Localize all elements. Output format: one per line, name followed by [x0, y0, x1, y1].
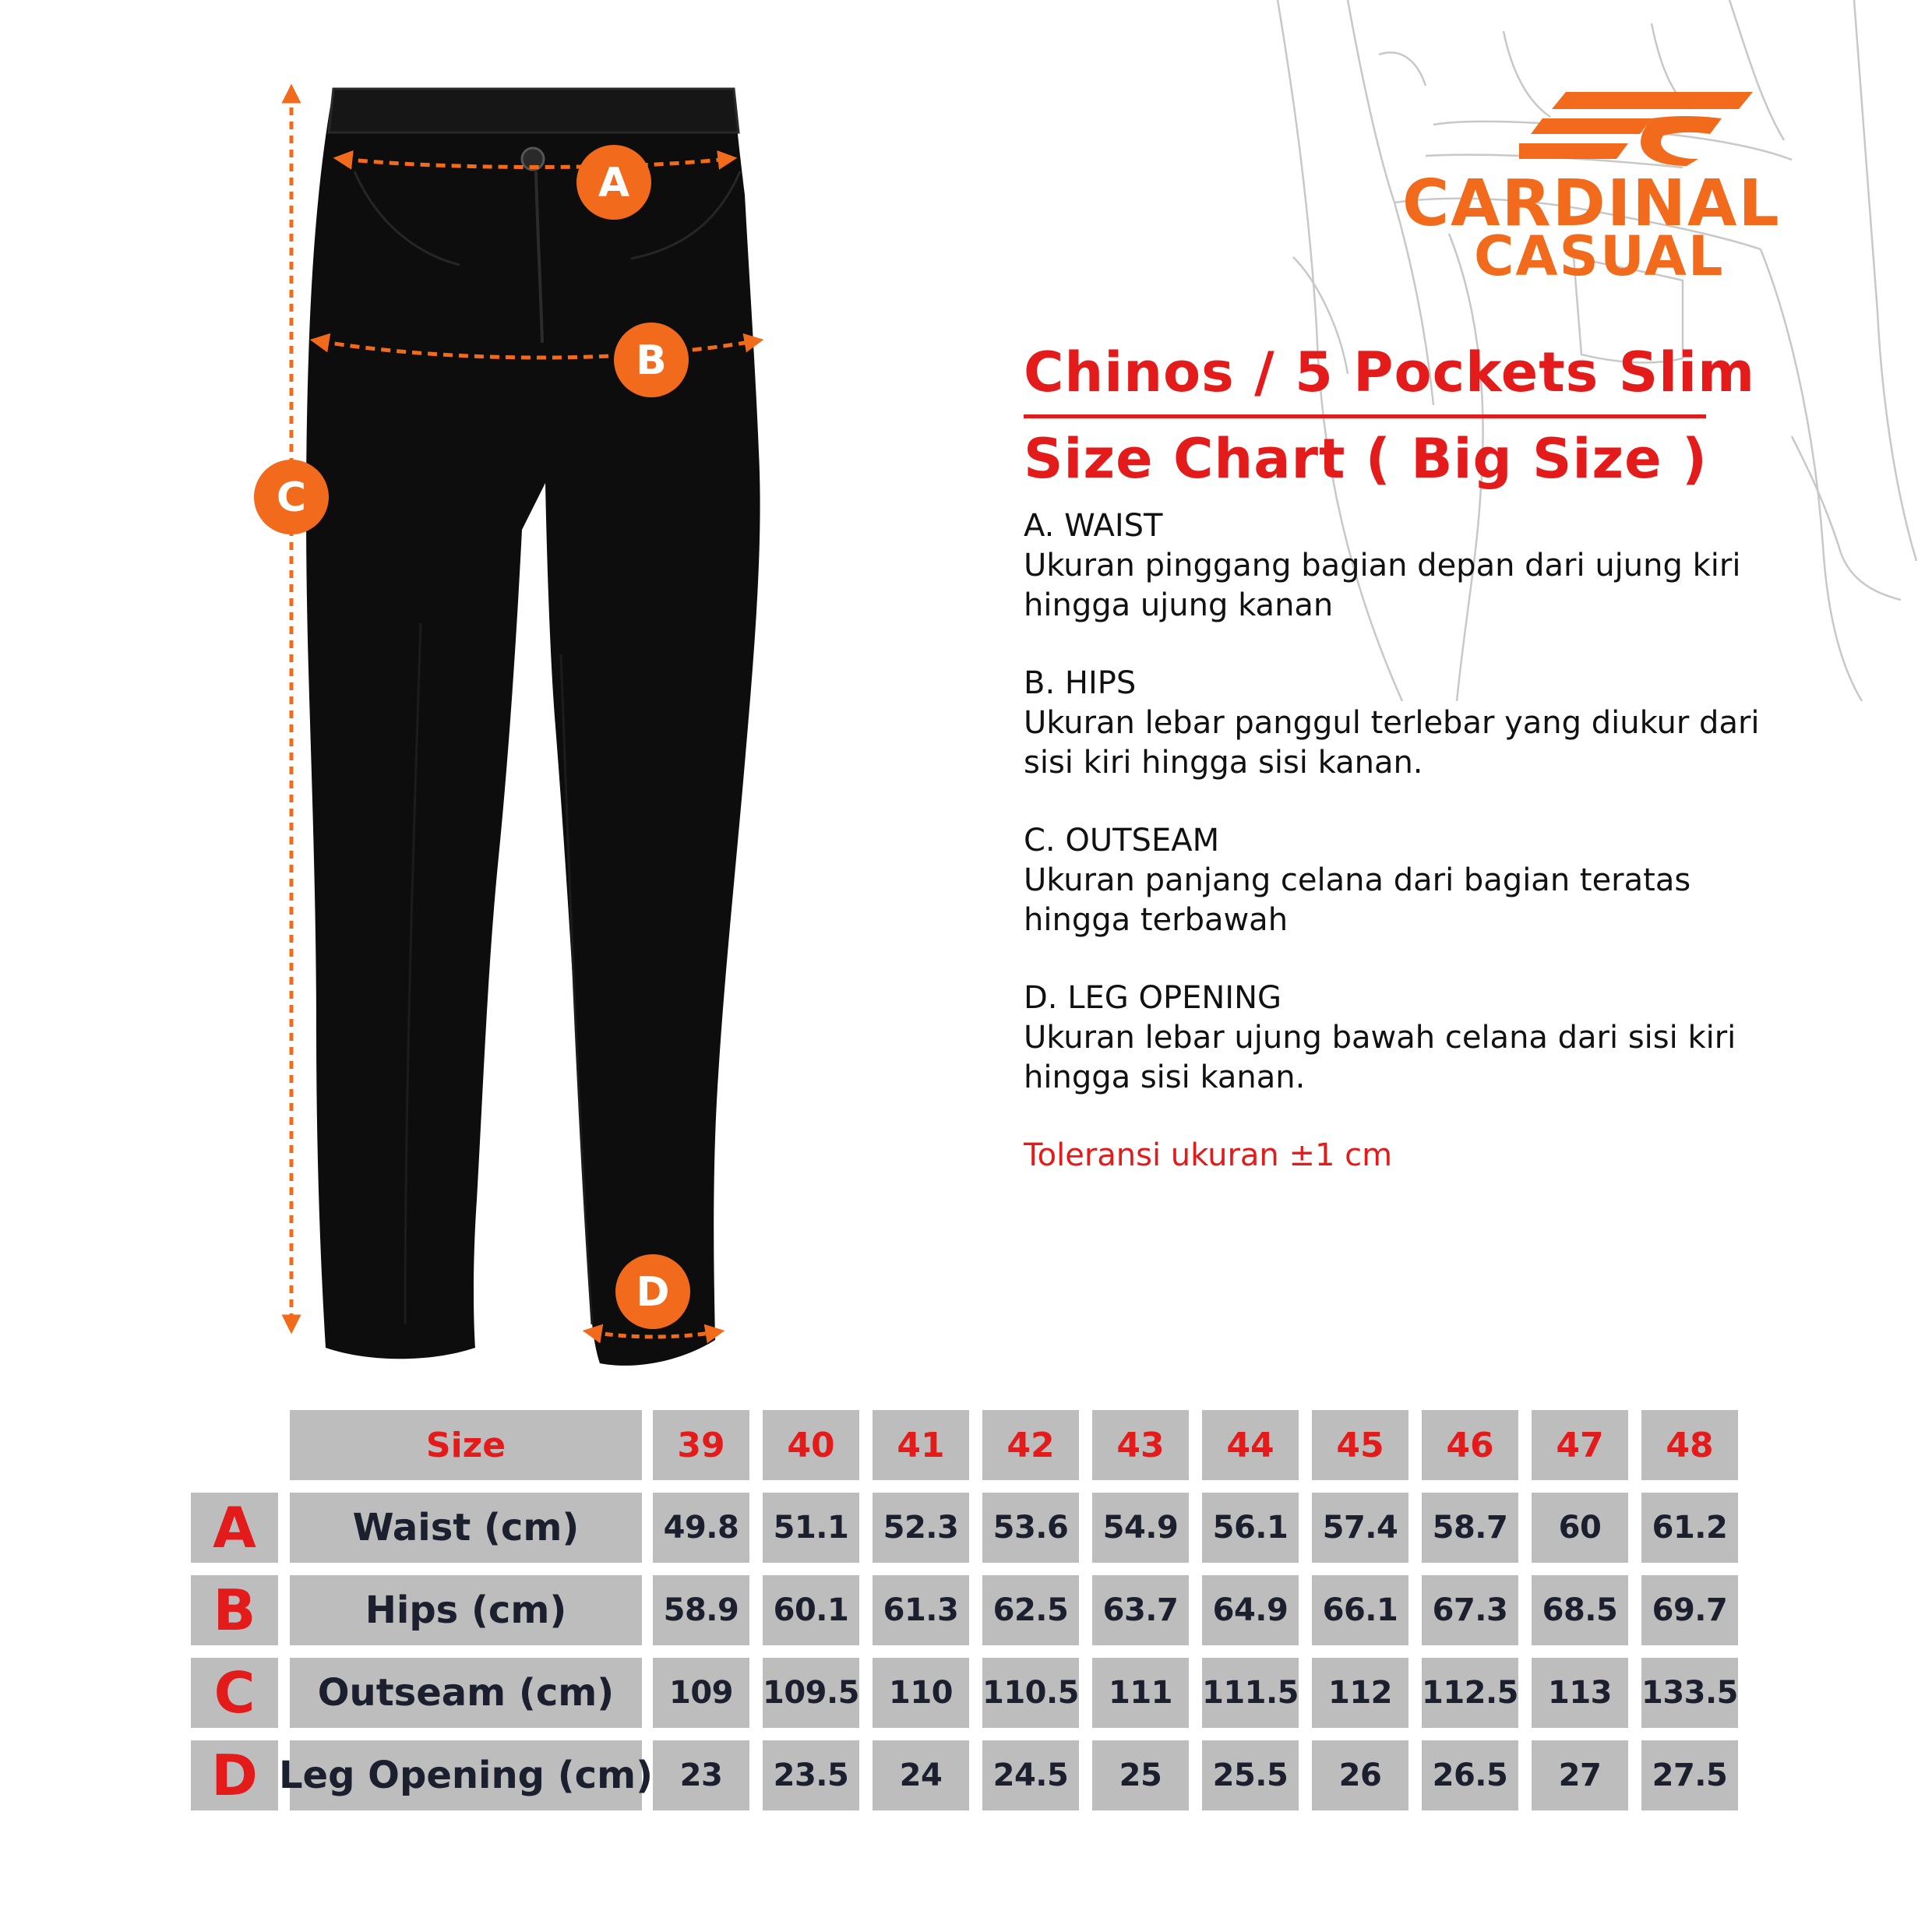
pants-silhouette — [306, 89, 760, 1366]
definition-heading: A. WAIST — [1024, 508, 1163, 544]
tolerance-note: Toleransi ukuran ±1 cm — [1024, 1137, 1393, 1173]
table-cell: 133.5 — [1641, 1658, 1738, 1728]
size-header-cell: 44 — [1202, 1410, 1299, 1480]
table-cell: 60 — [1532, 1493, 1628, 1563]
definition-heading: D. LEG OPENING — [1024, 980, 1282, 1016]
table-cell: 68.5 — [1532, 1575, 1628, 1645]
row-letter-b: B — [191, 1575, 278, 1645]
svg-text:D: D — [636, 1269, 670, 1316]
chart-title: Size Chart ( Big Size ) — [1024, 427, 1708, 491]
table-cell: 52.3 — [873, 1493, 969, 1563]
table-cell: 109 — [653, 1658, 749, 1728]
table-cell: 61.3 — [873, 1575, 969, 1645]
size-header-cell: 47 — [1532, 1410, 1628, 1480]
size-header-label: Size — [290, 1410, 642, 1480]
table-cell: 27 — [1532, 1740, 1628, 1810]
table-cell: 57.4 — [1312, 1493, 1408, 1563]
table-cell: 63.7 — [1092, 1575, 1189, 1645]
marker-b — [614, 323, 689, 397]
definition-text: Ukuran lebar ujung bawah celana dari sisi kiri hingga sisi kanan. — [1024, 1020, 1736, 1095]
svg-text:C: C — [276, 474, 307, 521]
table-cell: 64.9 — [1202, 1575, 1299, 1645]
table-cell: 54.9 — [1092, 1493, 1189, 1563]
size-header-cell: 46 — [1422, 1410, 1518, 1480]
definition-text: Ukuran lebar panggul terlebar yang diukur dari sisi kiri hingga sisi kanan. — [1024, 705, 1760, 781]
table-cell: 53.6 — [982, 1493, 1079, 1563]
table-cell: 26.5 — [1422, 1740, 1518, 1810]
logo-mark-icon — [1519, 92, 1753, 166]
pants-waistband — [329, 89, 739, 132]
table-cell: 26 — [1312, 1740, 1408, 1810]
table-cell: 24.5 — [982, 1740, 1079, 1810]
measurement-label: Outseam (cm) — [290, 1658, 642, 1728]
table-cell: 67.3 — [1422, 1575, 1518, 1645]
size-header-cell: 42 — [982, 1410, 1079, 1480]
row-letter-a: A — [191, 1493, 278, 1563]
definition-outseam — [1024, 821, 1803, 940]
table-cell: 24 — [873, 1740, 969, 1810]
row-letter-d: D — [191, 1740, 278, 1810]
table-cell: 111 — [1092, 1658, 1189, 1728]
measurement-label: Hips (cm) — [290, 1575, 642, 1645]
table-cell: 111.5 — [1202, 1658, 1299, 1728]
pants-measurement-diagram — [195, 78, 834, 1387]
row-letter-c: C — [191, 1658, 278, 1728]
table-cell: 23 — [653, 1740, 749, 1810]
definition-heading: C. OUTSEAM — [1024, 823, 1220, 858]
definition-text: Ukuran panjang celana dari bagian teratas hingga terbawah — [1024, 862, 1691, 938]
brand-logo — [1402, 92, 1807, 288]
size-header-cell: 40 — [763, 1410, 859, 1480]
size-header-cell: 45 — [1312, 1410, 1408, 1480]
table-cell: 25 — [1092, 1740, 1189, 1810]
table-cell: 62.5 — [982, 1575, 1079, 1645]
definition-waist — [1024, 506, 1803, 626]
table-cell: 23.5 — [763, 1740, 859, 1810]
measurement-label: Leg Opening (cm) — [290, 1740, 642, 1810]
size-header-cell: 48 — [1641, 1410, 1738, 1480]
table-cell: 49.8 — [653, 1493, 749, 1563]
table-cell: 25.5 — [1202, 1740, 1299, 1810]
table-cell: 27.5 — [1641, 1740, 1738, 1810]
table-cell: 56.1 — [1202, 1493, 1299, 1563]
table-cell: 58.9 — [653, 1575, 749, 1645]
definition-text: Ukuran pinggang bagian depan dari ujung kiri hingga ujung kanan — [1024, 548, 1741, 623]
table-cell: 112 — [1312, 1658, 1408, 1728]
brand-name-line2: CASUAL — [1474, 224, 1725, 288]
svg-text:B: B — [636, 337, 667, 384]
size-header-cell: 43 — [1092, 1410, 1189, 1480]
measurement-label: Waist (cm) — [290, 1493, 642, 1563]
marker-c — [254, 460, 329, 534]
table-cell: 112.5 — [1422, 1658, 1518, 1728]
table-cell: 113 — [1532, 1658, 1628, 1728]
brand-name-line1: CARDINAL — [1402, 167, 1781, 241]
table-cell: 51.1 — [763, 1493, 859, 1563]
marker-d — [615, 1254, 690, 1329]
table-cell: 110 — [873, 1658, 969, 1728]
title-divider — [1024, 414, 1706, 418]
table-cell: 58.7 — [1422, 1493, 1518, 1563]
definition-leg-opening — [1024, 978, 1803, 1098]
svg-text:A: A — [598, 160, 630, 206]
product-title: Chinos / 5 Pockets Slim — [1024, 340, 1756, 404]
definition-hips — [1024, 664, 1803, 783]
size-header-cell: 41 — [873, 1410, 969, 1480]
table-cell: 69.7 — [1641, 1575, 1738, 1645]
table-cell: 110.5 — [982, 1658, 1079, 1728]
definition-heading: B. HIPS — [1024, 665, 1137, 701]
table-cell: 66.1 — [1312, 1575, 1408, 1645]
table-cell: 60.1 — [763, 1575, 859, 1645]
table-cell: 61.2 — [1641, 1493, 1738, 1563]
size-header-cell: 39 — [653, 1410, 749, 1480]
table-cell: 109.5 — [763, 1658, 859, 1728]
marker-a — [576, 145, 651, 220]
